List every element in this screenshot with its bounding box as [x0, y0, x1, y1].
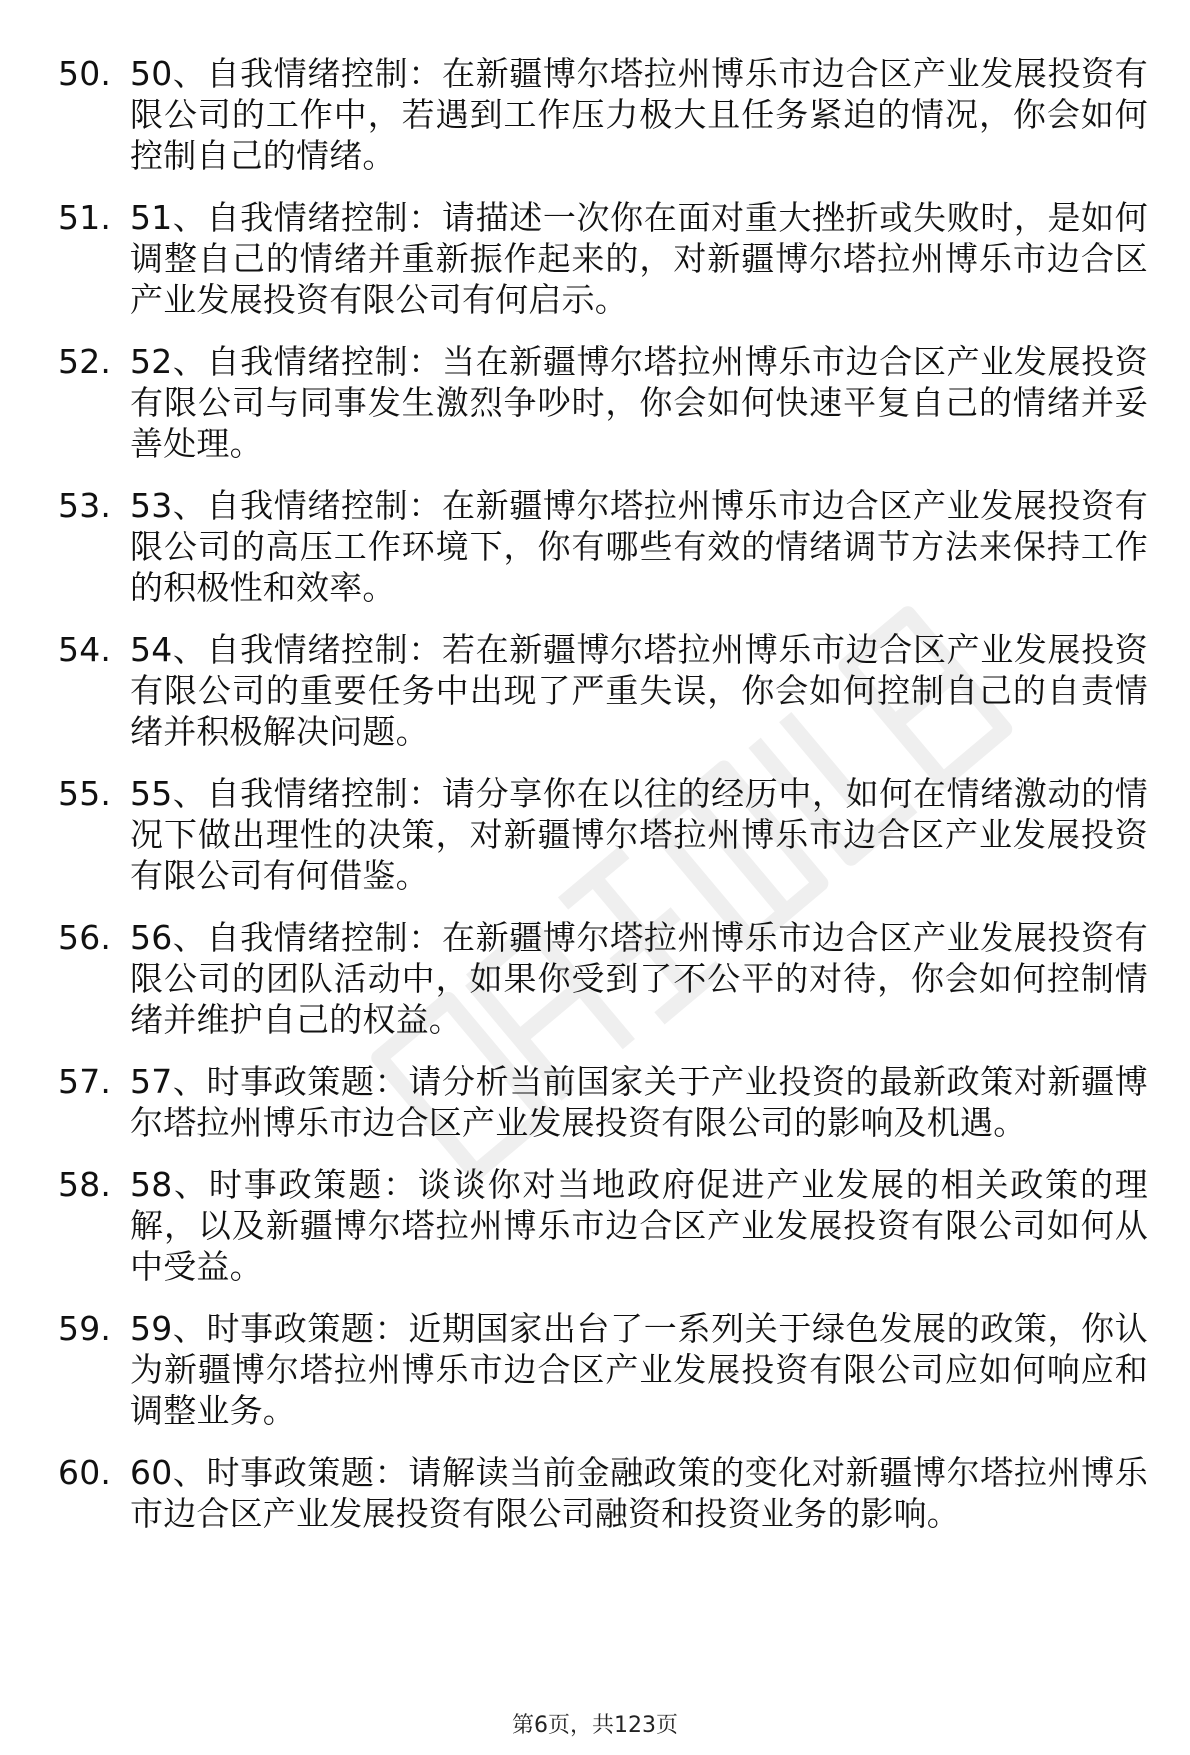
- question-item: [58, 197, 1148, 320]
- question-text: 60、时事政策题：请解读当前金融政策的变化对新疆博尔塔拉州博乐市边合区产业发展投资有限公司融资和投资业务的影响。: [130, 1453, 1148, 1533]
- question-item: [58, 53, 1148, 176]
- question-text: 50、自我情绪控制：在新疆博尔塔拉州博乐市边合区产业发展投资有限公司的工作中，若遇到工作压力极大且任务紧迫的情况，你会如何控制自己的情绪。: [130, 54, 1148, 175]
- question-number: 58.: [58, 1165, 112, 1204]
- question-text: 52、自我情绪控制：当在新疆博尔塔拉州博乐市边合区产业发展投资有限公司与同事发生激烈争吵时，你会如何快速平复自己的情绪并妥善处理。: [130, 342, 1148, 463]
- question-text: 53、自我情绪控制：在新疆博尔塔拉州博乐市边合区产业发展投资有限公司的高压工作环境下，你有哪些有效的情绪调节方法来保持工作的积极性和效率。: [130, 486, 1148, 607]
- question-text: 51、自我情绪控制：请描述一次你在面对重大挫折或失败时，是如何调整自己的情绪并重新振作起来的，对新疆博尔塔拉州博乐市边合区产业发展投资有限公司有何启示。: [130, 198, 1148, 319]
- question-item: [58, 485, 1148, 608]
- question-number: 54.: [58, 630, 112, 669]
- question-number: 57.: [58, 1062, 112, 1101]
- question-number: 51.: [58, 198, 112, 237]
- question-number: 56.: [58, 918, 112, 957]
- question-number: 55.: [58, 774, 112, 813]
- question-text: 55、自我情绪控制：请分享你在以往的经历中，如何在情绪激动的情况下做出理性的决策，对新疆博尔塔拉州博乐市边合区产业发展投资有限公司有何借鉴。: [130, 774, 1148, 895]
- question-text: 57、时事政策题：请分析当前国家关于产业投资的最新政策对新疆博尔塔拉州博乐市边合区产业发展投资有限公司的影响及机遇。: [130, 1062, 1148, 1142]
- question-number: 53.: [58, 486, 112, 525]
- question-item: [58, 773, 1148, 896]
- question-item: [58, 341, 1148, 464]
- question-item: [58, 917, 1148, 1040]
- question-number: 60.: [58, 1453, 112, 1492]
- question-item: [58, 1308, 1148, 1431]
- question-item: [58, 1061, 1148, 1143]
- question-number: 59.: [58, 1309, 112, 1348]
- question-text: 59、时事政策题：近期国家出台了一系列关于绿色发展的政策，你认为新疆博尔塔拉州博乐市边合区产业发展投资有限公司应如何响应和调整业务。: [130, 1309, 1148, 1430]
- question-item: [58, 629, 1148, 752]
- question-item: [58, 1164, 1148, 1287]
- question-text: 56、自我情绪控制：在新疆博尔塔拉州博乐市边合区产业发展投资有限公司的团队活动中，如果你受到了不公平的对待，你会如何控制情绪并维护自己的权益。: [130, 918, 1148, 1039]
- question-number: 52.: [58, 342, 112, 381]
- page-number: 第6页，共123页: [512, 1713, 678, 1738]
- question-item: [58, 1452, 1148, 1534]
- question-number: 50.: [58, 54, 112, 93]
- question-text: 58、时事政策题：谈谈你对当地政府促进产业发展的相关政策的理解，以及新疆博尔塔拉州博乐市边合区产业发展投资有限公司如何从中受益。: [130, 1165, 1148, 1286]
- question-text: 54、自我情绪控制：若在新疆博尔塔拉州博乐市边合区产业发展投资有限公司的重要任务中出现了严重失误，你会如何控制自己的自责情绪并积极解决问题。: [130, 630, 1148, 751]
- question-list: [58, 53, 1148, 1555]
